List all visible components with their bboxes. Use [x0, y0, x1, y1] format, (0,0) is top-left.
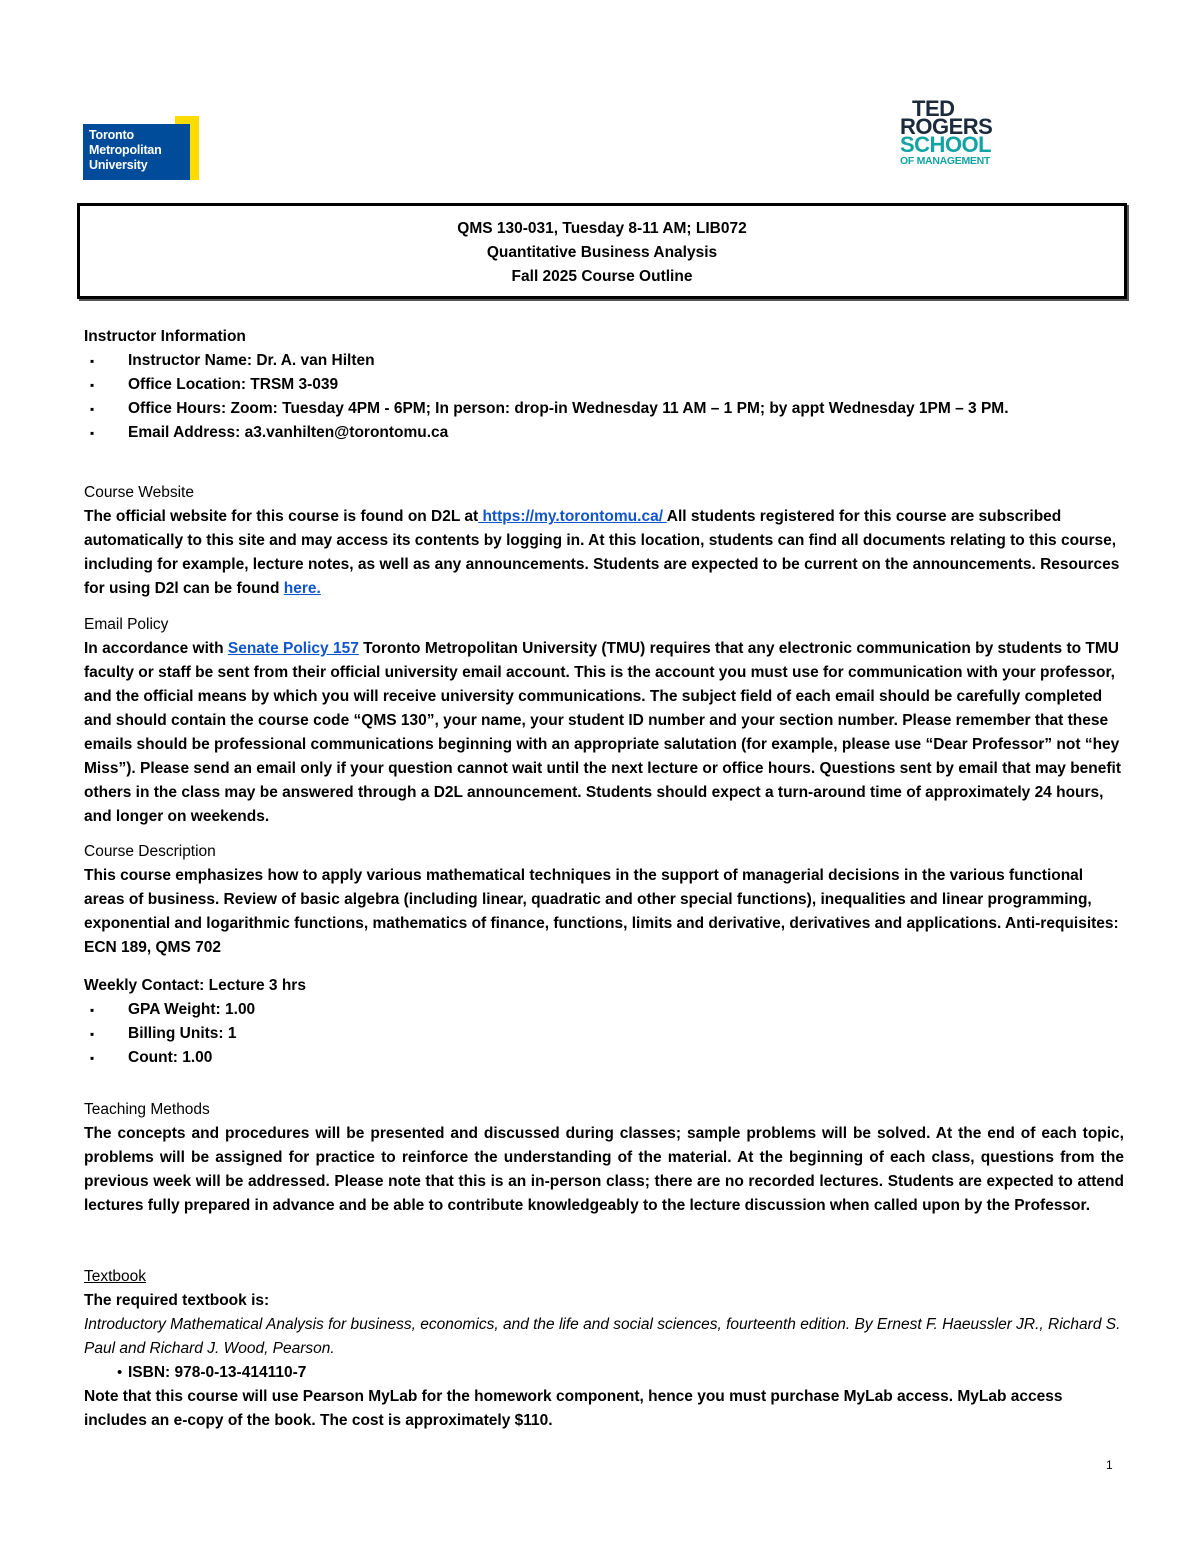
tmu-logo-accent-top	[175, 116, 199, 124]
description-section	[84, 840, 1124, 960]
bullet-icon: ▪	[90, 1003, 95, 1017]
bullet-icon: ▪	[90, 402, 95, 416]
email-policy-heading: Email Policy	[84, 616, 169, 633]
textbook-section	[84, 1265, 1124, 1433]
ted-rogers-logo-line3: SCHOOL	[900, 132, 992, 158]
description-paragraph: This course emphasizes how to apply various mathematical techniques in the support of managerial decisions in the various functional areas of business. Review of basic algebra (including linear, quadratic and other special functions), inequalities and linear programming, exponential and logarithmic functions, mathematics of finance, functions, limits and derivative, derivatives and applications. Anti-requisites: ECN 189, QMS 702	[84, 867, 1119, 956]
bullet-icon: •	[117, 1364, 123, 1381]
textbook-isbn: ISBN: 978-0-13-414110-7	[128, 1364, 307, 1381]
d2l-resources-link[interactable]: here.	[283, 580, 321, 597]
teaching-heading: Teaching Methods	[84, 1101, 210, 1118]
tmu-logo-line1: Toronto	[89, 128, 134, 142]
ted-rogers-logo-line1: TED	[912, 96, 955, 121]
bullet-icon: ▪	[90, 1027, 95, 1041]
website-text-before: The official website for this course is found on D2L at	[84, 508, 479, 525]
instructor-heading: Instructor Information	[84, 328, 246, 345]
teaching-section	[84, 1098, 1124, 1218]
list-item	[84, 1046, 1124, 1070]
weekly-contact-heading: Weekly Contact: Lecture 3 hrs	[84, 977, 306, 994]
textbook-required: The required textbook is:	[84, 1292, 270, 1309]
website-heading: Course Website	[84, 484, 194, 501]
instructor-section	[84, 325, 1124, 445]
website-text-after: All students registered for this course are subscribed automatically to this site and may access its contents by logging in. At this location, students can find all documents relating to this course, including for example, lecture notes, as well as any announcements. Students are expected to be current on the announcements. Resources for using D2l can be found	[84, 508, 1120, 597]
page-number: 1	[1106, 1458, 1113, 1472]
list-item	[84, 349, 1124, 373]
email-address: Email Address: a3.vanhilten@torontomu.ca	[128, 424, 449, 441]
bullet-icon: ▪	[90, 378, 95, 392]
textbook-citation: Introductory Mathematical Analysis for business, economics, and the life and social sciences, fourteenth edition. By Ernest F. Haeussler JR., Richard S. Paul and Richard J. Wood, Pearson.	[84, 1316, 1121, 1357]
ted-rogers-logo-line2: ROGERS	[900, 114, 993, 140]
email-policy-section	[84, 613, 1124, 829]
weekly-contact-section	[84, 974, 1124, 1070]
ted-rogers-logo-line4: OF MANAGEMENT	[900, 155, 991, 168]
website-section	[84, 481, 1124, 601]
office-hours: Office Hours: Zoom: Tuesday 4PM - 6PM; In person: drop-in Wednesday 11 AM – 1 PM; by appt Wednesday 1PM – 3 PM.	[128, 400, 1009, 417]
ted-rogers-logo	[900, 96, 1010, 180]
bullet-icon: ▪	[90, 426, 95, 440]
textbook-note: Note that this course will use Pearson MyLab for the homework component, hence you must purchase MyLab access. MyLab access includes an e-copy of the book. The cost is approximately $110.	[84, 1388, 1063, 1429]
course-code-line: QMS 130-031, Tuesday 8-11 AM; LIB072	[457, 220, 747, 237]
tmu-logo-line2: Metropolitan	[89, 143, 162, 157]
instructor-name: Instructor Name: Dr. A. van Hilten	[128, 352, 375, 369]
course-title-box	[77, 203, 1127, 299]
description-heading: Course Description	[84, 843, 216, 860]
term-line: Fall 2025 Course Outline	[511, 268, 693, 285]
billing-units: Billing Units: 1	[128, 1025, 237, 1042]
website-paragraph	[84, 505, 1124, 601]
d2l-link[interactable]: https://my.torontomu.ca/	[478, 508, 667, 525]
list-item	[84, 397, 1124, 421]
email-policy-text-before: In accordance with	[84, 640, 228, 657]
list-item	[84, 373, 1124, 397]
bullet-icon: ▪	[90, 354, 95, 368]
senate-policy-link[interactable]: Senate Policy 157	[227, 640, 359, 657]
email-policy-paragraph	[84, 637, 1124, 829]
course-name-line: Quantitative Business Analysis	[486, 244, 718, 261]
office-location: Office Location: TRSM 3-039	[128, 376, 339, 393]
teaching-paragraph: The concepts and procedures will be presented and discussed during classes; sample problems will be solved. At the end of each topic, problems will be assigned for practice to reinforce the understanding of the material. At the beginning of each class, questions from the previous week will be addressed. Please note that this is an in-person class; there are no recorded lectures. Students are expected to attend lectures fully prepared in advance and be able to contribute knowledgeably to the lecture discussion when called upon by the Professor.	[84, 1125, 1124, 1214]
gpa-weight: GPA Weight: 1.00	[128, 1001, 256, 1018]
list-item	[84, 421, 1124, 445]
count: Count: 1.00	[128, 1049, 213, 1066]
tmu-logo-text	[89, 128, 162, 173]
tmu-logo-line3: University	[89, 158, 148, 172]
tmu-logo	[83, 116, 199, 180]
textbook-heading: Textbook	[84, 1268, 147, 1285]
bullet-icon: ▪	[90, 1051, 95, 1065]
email-policy-text-after: Toronto Metropolitan University (TMU) requires that any electronic communication by students to TMU faculty or staff be sent from their official university email account. This is the account you must use for communication with your professor, and the official means by which you will receive university communications. The subject field of each email should be carefully completed and should contain the course code “QMS 130”, your name, your student ID number and your section number. Please remember that these emails should be professional communications beginning with an appropriate salutation (for example, please use “Dear Professor” not “hey Miss”). Please send an email only if your question cannot wait until the next lecture or office hours. Questions sent by email that may benefit others in the class may be answered through a D2L announcement. Students should expect a turn-around time of approximately 24 hours, and longer on weekends.	[84, 640, 1121, 825]
list-item	[84, 998, 1124, 1022]
list-item	[84, 1022, 1124, 1046]
tmu-logo-accent	[190, 116, 199, 180]
list-item	[84, 1361, 1124, 1385]
